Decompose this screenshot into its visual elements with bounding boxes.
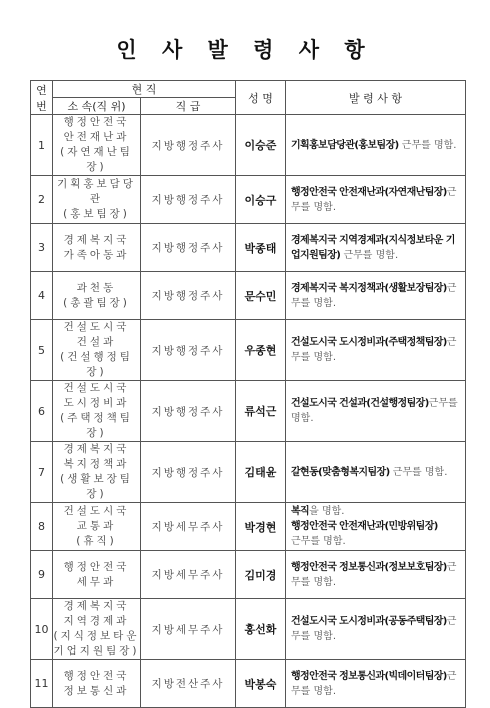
- department-line: 경제복지국: [63, 233, 130, 246]
- order-cell: [286, 320, 466, 381]
- order-destination: 갈현동(맞춤형복지팀장): [291, 466, 390, 478]
- table-row: [31, 176, 466, 224]
- rank-cell: 지방행정주사: [141, 272, 236, 320]
- department-line: (휴직): [76, 535, 117, 547]
- order-destination: 경제복지국 복지정책과(생활보장팀장): [291, 282, 447, 294]
- department-line: 안전재난과: [63, 131, 130, 143]
- order-destination: 행정안전국 안전재난과(자연재난팀장): [291, 186, 447, 198]
- table-row: [31, 320, 466, 381]
- department-line: 교통과: [76, 520, 117, 532]
- rank-cell: 지방세무주사: [141, 503, 236, 551]
- department-line: 행정안전국: [63, 116, 130, 128]
- department-cell: [53, 551, 141, 599]
- table-row: [31, 503, 466, 551]
- order-cell: [286, 599, 466, 660]
- department-line: 도시정비과: [63, 397, 130, 409]
- department-line: 건설도시국: [63, 382, 130, 394]
- row-number: 3: [31, 224, 53, 272]
- name-cell: 이승준: [236, 115, 286, 176]
- name-cell: 류석근: [236, 381, 286, 442]
- order-text: 근무를 명함.: [389, 466, 448, 478]
- department-line: 가족아동과: [63, 248, 130, 261]
- department-cell: [53, 115, 141, 176]
- department-line: 경제복지국: [63, 443, 130, 455]
- department-cell: [53, 272, 141, 320]
- row-number: 7: [31, 442, 53, 503]
- order-cell: [286, 381, 466, 442]
- department-line: 경제복지국: [63, 600, 130, 612]
- table-body: [31, 115, 466, 708]
- department-line: 복지정책과: [63, 458, 130, 470]
- order-cell: [286, 442, 466, 503]
- row-number: 6: [31, 381, 53, 442]
- rank-cell: 지방행정주사: [141, 320, 236, 381]
- order-cell: [286, 660, 466, 708]
- order-text: 을 명함.: [309, 506, 345, 517]
- rank-cell: 지방행정주사: [141, 381, 236, 442]
- order-text: 근무를 명함.: [291, 670, 457, 697]
- table-row: [31, 272, 466, 320]
- rank-cell: 지방전산주사: [141, 660, 236, 708]
- department-cell: [53, 599, 141, 660]
- department-line: 행정안전국: [63, 669, 130, 682]
- order-destination: 건설도시국 건설과(건설행정팀장): [291, 398, 429, 409]
- name-cell: 이승구: [236, 176, 286, 224]
- header-dept: 소 속(직 위): [53, 98, 141, 115]
- row-number: 8: [31, 503, 53, 551]
- row-number: 4: [31, 272, 53, 320]
- name-cell: 문수민: [236, 272, 286, 320]
- order-destination: 경제복지국 지역경제과(지식정보타운 기업지원팀장): [291, 234, 455, 261]
- department-line: 기획홍보담당관: [57, 178, 136, 205]
- row-number: 10: [31, 599, 53, 660]
- department-line: 행정안전국: [63, 560, 130, 573]
- table-row: [31, 224, 466, 272]
- department-line: 지역경제과: [63, 615, 130, 627]
- name-cell: 박봉숙: [236, 660, 286, 708]
- department-line: (건설행정팀장): [60, 351, 133, 378]
- order-cell: [286, 272, 466, 320]
- name-cell: 박경현: [236, 503, 286, 551]
- order-cell: [286, 115, 466, 176]
- rank-cell: 지방행정주사: [141, 115, 236, 176]
- name-cell: 김태윤: [236, 442, 286, 503]
- personnel-table: [30, 80, 466, 708]
- order-text: 근무를 명함.: [291, 337, 457, 363]
- order-text: 근무를 명함.: [291, 186, 457, 213]
- table-row: [31, 381, 466, 442]
- row-number: 11: [31, 660, 53, 708]
- rank-cell: 지방행정주사: [141, 442, 236, 503]
- department-line: 건설과: [76, 336, 117, 348]
- name-cell: 박종태: [236, 224, 286, 272]
- row-number: 9: [31, 551, 53, 599]
- order-text: 근무를 명함.: [291, 561, 457, 588]
- order-text: 근무를 명함.: [340, 249, 399, 261]
- table-row: [31, 599, 466, 660]
- rank-cell: 지방세무주사: [141, 551, 236, 599]
- table-row: [31, 115, 466, 176]
- name-cell: 김미경: [236, 551, 286, 599]
- department-cell: [53, 442, 141, 503]
- order-text: 근무를 명함.: [398, 139, 457, 151]
- department-line: 건설도시국: [63, 321, 130, 333]
- table-row: [31, 660, 466, 708]
- order-cell: [286, 503, 466, 551]
- rank-cell: 지방세무주사: [141, 599, 236, 660]
- name-cell: 홍선화: [236, 599, 286, 660]
- department-line: (홍보팀장): [63, 208, 130, 220]
- department-line: 세무과: [76, 575, 117, 588]
- header-order: 발 령 사 항: [286, 81, 466, 115]
- department-line: (총괄팀장): [63, 296, 130, 309]
- department-line: 기업지원팀장): [53, 645, 140, 657]
- department-cell: [53, 381, 141, 442]
- department-line: (주택정책팀장): [60, 412, 133, 439]
- row-number: 2: [31, 176, 53, 224]
- department-cell: [53, 503, 141, 551]
- order-destination: 행정안전국 안전재난과(민방위팀장): [291, 521, 438, 532]
- department-line: 과천동: [76, 281, 117, 294]
- department-line: 건설도시국: [63, 505, 130, 517]
- department-cell: [53, 660, 141, 708]
- rank-cell: 지방행정주사: [141, 176, 236, 224]
- table-row: [31, 442, 466, 503]
- order-destination: 복직: [291, 506, 310, 517]
- department-cell: [53, 320, 141, 381]
- header-no: 연번: [31, 81, 53, 115]
- department-line: (생활보장팀장): [60, 473, 133, 500]
- department-line: (자연재난팀장): [60, 146, 133, 173]
- table-row: [31, 551, 466, 599]
- order-destination: 기획홍보담당관(홍보팀장): [291, 139, 399, 151]
- department-line: 정보통신과: [63, 684, 130, 697]
- order-destination: 행정안전국 정보통신과(빅데이터팀장): [291, 670, 447, 682]
- order-text: 근무를 명함.: [291, 398, 458, 424]
- order-cell: [286, 551, 466, 599]
- header-rank: 직 급: [141, 98, 236, 115]
- row-number: 1: [31, 115, 53, 176]
- order-destination: 건설도시국 도시정비과(공동주택팀장): [291, 616, 447, 627]
- order-text: 근무를 명함.: [291, 282, 457, 309]
- order-destination: 건설도시국 도시정비과(주택정책팀장): [291, 337, 447, 348]
- order-destination: 행정안전국 정보통신과(정보보호팀장): [291, 561, 447, 573]
- name-cell: 우종현: [236, 320, 286, 381]
- department-cell: [53, 224, 141, 272]
- page-title: 인 사 발 령 사 항: [116, 37, 374, 62]
- order-text: 근무를 명함.: [291, 536, 346, 547]
- department-line: (지식정보타운: [53, 630, 140, 642]
- header-name: 성 명: [236, 81, 286, 115]
- order-cell: [286, 176, 466, 224]
- order-cell: [286, 224, 466, 272]
- rank-cell: 지방행정주사: [141, 224, 236, 272]
- header-current: 현 직: [53, 81, 236, 98]
- department-cell: [53, 176, 141, 224]
- order-text: 근무를 명함.: [291, 616, 457, 642]
- row-number: 5: [31, 320, 53, 381]
